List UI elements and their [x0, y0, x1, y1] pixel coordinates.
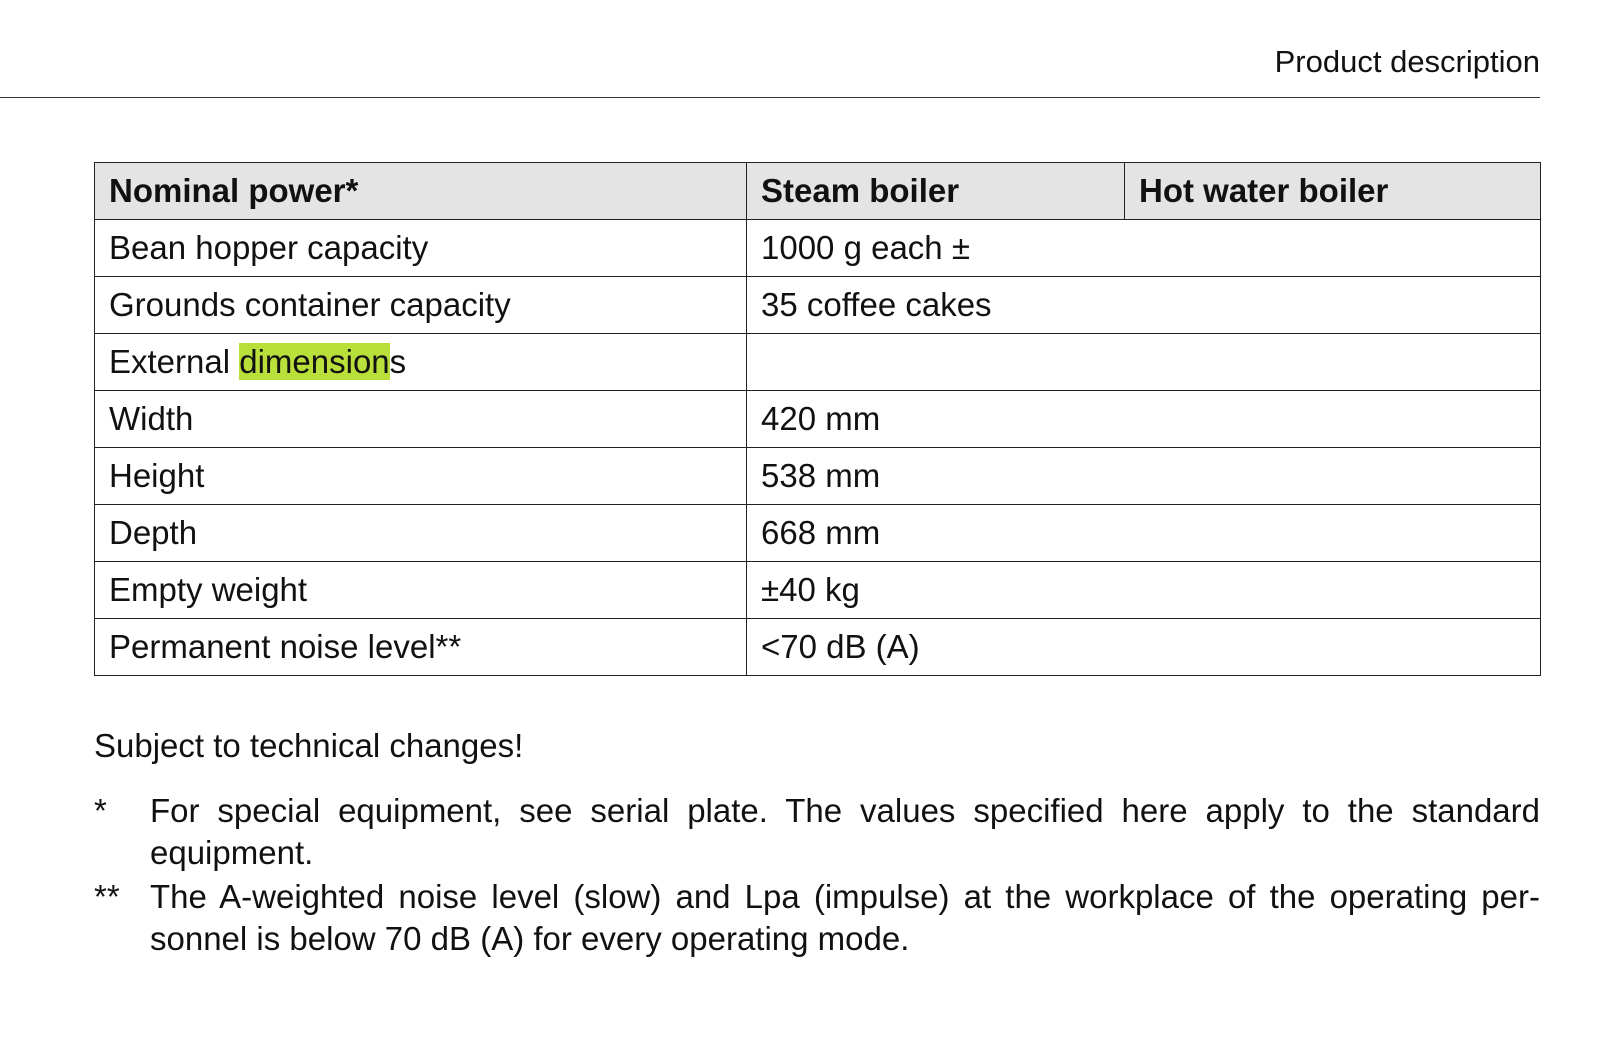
- row-label: Grounds container capacity: [95, 277, 747, 334]
- footnote-mark: *: [94, 792, 107, 829]
- row-label: Width: [95, 391, 747, 448]
- row-label: [95, 334, 747, 391]
- footnote: [94, 876, 1540, 960]
- row-value: 1000 g each ±: [747, 220, 1541, 277]
- row-value: ±40 kg: [747, 562, 1541, 619]
- row-value: 35 coffee cakes: [747, 277, 1541, 334]
- column-header-steam-boiler: Steam boiler: [747, 163, 1125, 220]
- row-value: 420 mm: [747, 391, 1541, 448]
- table-header-row: [95, 163, 1541, 220]
- row-label-text: External: [109, 343, 240, 380]
- table-row: [95, 220, 1541, 277]
- row-label: Depth: [95, 505, 747, 562]
- table-row: [95, 448, 1541, 505]
- table-row: [95, 277, 1541, 334]
- page-section-title: Product description: [1274, 44, 1540, 79]
- table-row: [95, 391, 1541, 448]
- column-header-hot-water-boiler: Hot water boiler: [1125, 163, 1541, 220]
- footnotes: [94, 790, 1540, 962]
- row-label: Permanent noise level**: [95, 619, 747, 676]
- footnote-text: For special equipment, see serial plate. The values specified here apply to the standard equipment.: [150, 792, 1540, 871]
- footnote-text: The A-weighted noise level (slow) and Lpa (impulse) at the workplace of the operating per-sonnel is below 70 dB (A) for every operating mode.: [150, 878, 1540, 957]
- table-row: [95, 562, 1541, 619]
- technical-specs-table: [94, 162, 1541, 676]
- row-label-text: s: [389, 343, 407, 380]
- technical-changes-note: Subject to technical changes!: [94, 727, 524, 764]
- column-header-nominal-power: Nominal power*: [95, 163, 747, 220]
- footnote-mark: **: [94, 878, 120, 915]
- row-value: 668 mm: [747, 505, 1541, 562]
- page-header: [0, 0, 1540, 98]
- search-highlight: dimension: [239, 343, 390, 380]
- row-value: <70 dB (A): [747, 619, 1541, 676]
- table-row: [95, 505, 1541, 562]
- row-value: [747, 334, 1541, 391]
- row-label: Empty weight: [95, 562, 747, 619]
- row-label: Bean hopper capacity: [95, 220, 747, 277]
- row-label: Height: [95, 448, 747, 505]
- table-row: [95, 334, 1541, 391]
- row-value: 538 mm: [747, 448, 1541, 505]
- footnote: [94, 790, 1540, 874]
- table-row: [95, 619, 1541, 676]
